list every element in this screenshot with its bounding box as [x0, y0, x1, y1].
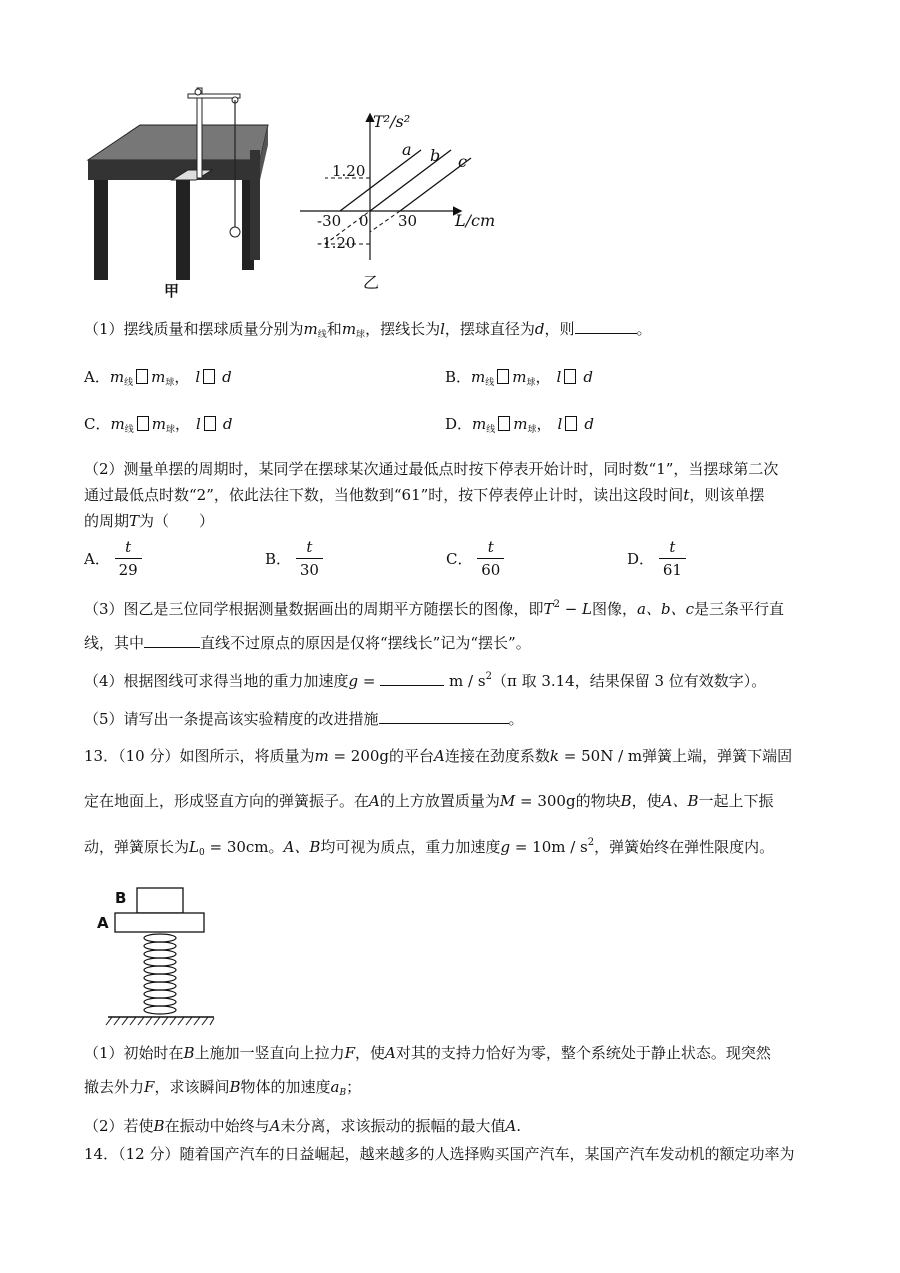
- q12-p1-option-a[interactable]: A．$m_线$ $m_球$， l d: [84, 368, 232, 388]
- q12-p1-option-b[interactable]: B．$m_线$ $m_球$， l d: [445, 368, 593, 388]
- figure-jia-caption: 甲: [164, 282, 180, 300]
- x-axis-label: L/cm: [455, 211, 496, 230]
- line-a-label: a: [402, 140, 412, 159]
- q12-p2-option-c[interactable]: C． $\frac{t}{60}$: [446, 536, 504, 581]
- q12-p1-option-d[interactable]: D．$m_线$ $m_球$， l d: [445, 415, 594, 435]
- spring-diagram: [94, 885, 224, 1030]
- fraction: $\frac{t}{30}$: [296, 536, 323, 581]
- q12-part3-line1: （3）图乙是三位同学根据测量数据画出的周期平方随摆长的图像，即$T^2 - L$图像，a、b、c是三条平行直: [84, 599, 784, 618]
- relation-glyph: [564, 369, 576, 384]
- answer-blank[interactable]: [144, 646, 200, 648]
- q12-part2-line3: 的周期T为（ ）: [84, 512, 215, 530]
- q12-p1-option-c[interactable]: C．$m_线$ $m_球$， l d: [84, 415, 233, 435]
- spring-coil: [144, 934, 176, 1014]
- figure-yi: [295, 110, 515, 300]
- answer-blank[interactable]: [380, 684, 444, 686]
- y-tick-neg: -1.20: [317, 234, 356, 252]
- q13-line1: 13．（10 分）如图所示，将质量为m = 200g的平台A连接在劲度系数k = 50N / m弹簧上端，弹簧下端固: [84, 747, 793, 765]
- fraction: $\frac{t}{61}$: [659, 536, 686, 581]
- label-b: B: [115, 889, 127, 907]
- q13-part1-line2: 撤去外力F，求该瞬间B物体的加速度$a_B$；: [84, 1078, 362, 1098]
- q13-line2: 定在地面上，形成竖直方向的弹簧振子。在A的上方放置质量为M = 300g的物块B，使A、B一起上下振: [84, 792, 774, 810]
- answer-blank[interactable]: [379, 722, 509, 724]
- line-a: [340, 150, 421, 211]
- q14-line1: 14．（12 分）随着国产汽车的日益崛起，越来越多的人选择购买国产汽车，某国产汽车发动机的额定功率为: [84, 1145, 795, 1163]
- q12-part1: （1）摆线质量和摆球质量分别为$m_线$和$m_球$，摆线长为l，摆球直径为d，则 。: [84, 320, 652, 340]
- figure-yi-caption: 乙: [363, 273, 380, 292]
- q12-part4: （4）根据图线可求得当地的重力加速度$g = m / s^2(\pi$ 取 3.14，结果保留 3 位有效数字）。: [84, 671, 767, 690]
- q12-part5: （5）请写出一条提高该实验精度的改进措施 。: [84, 710, 524, 728]
- relation-glyph: [498, 416, 510, 431]
- platform-a: [115, 913, 204, 932]
- fraction: $\frac{t}{60}$: [477, 536, 504, 581]
- x-tick-30: 30: [398, 212, 418, 230]
- q13-part1-line1: （1）初始时在B上施加一竖直向上拉力F，使A对其的支持力恰好为零，整个系统处于静止状态。现突然: [84, 1044, 771, 1062]
- x-tick-neg30: -30: [317, 212, 342, 230]
- relation-glyph: [497, 369, 509, 384]
- line-b-label: b: [430, 146, 441, 165]
- pendulum-apparatus-illustration: [80, 80, 280, 305]
- figure-jia: [80, 80, 280, 305]
- x-tick-0: 0: [359, 212, 369, 230]
- q12-part2-line1: （2）测量单摆的周期时，某同学在摆球某次通过最低点时按下停表开始计时，同时数“1”，当摆球第二次: [84, 460, 779, 478]
- relation-glyph: [203, 369, 215, 384]
- relation-glyph: [137, 416, 149, 431]
- relation-glyph: [136, 369, 148, 384]
- y-tick-pos: 1.20: [332, 162, 366, 180]
- spring-oscillator-figure: [94, 885, 224, 1030]
- q13-line3: 动，弹簧原长为$L_0 = 30cm$。A、B均可视为质点，重力加速度$g = 10m / s^2$，弹簧始终在弹性限度内。: [84, 837, 775, 858]
- y-axis-label: T²/s²: [373, 112, 411, 131]
- line-c-label: c: [458, 152, 467, 171]
- q12-part3-line2: 线，其中 直线不过原点的原因是仅将“摆线长”记为“摆长”。: [84, 634, 531, 652]
- q12-p2-option-d[interactable]: D． $\frac{t}{61}$: [627, 536, 686, 581]
- label-a: A: [97, 914, 109, 932]
- block-b: [137, 888, 183, 913]
- q13-part2: （2）若使B在振动中始终与A未分离，求该振动的振幅的最大值A.: [84, 1117, 522, 1135]
- answer-blank[interactable]: [575, 332, 637, 334]
- fraction: $\frac{t}{29}$: [115, 536, 142, 581]
- relation-glyph: [204, 416, 216, 431]
- q12-part2-line2: 通过最低点时数“2”，依此法往下数，当他数到“61”时，按下停表停止计时，读出这段时间t，则该单摆: [84, 486, 765, 504]
- q12-p2-option-a[interactable]: A． $\frac{t}{29}$: [84, 536, 142, 581]
- q12-p2-option-b[interactable]: B． $\frac{t}{30}$: [265, 536, 323, 581]
- relation-glyph: [565, 416, 577, 431]
